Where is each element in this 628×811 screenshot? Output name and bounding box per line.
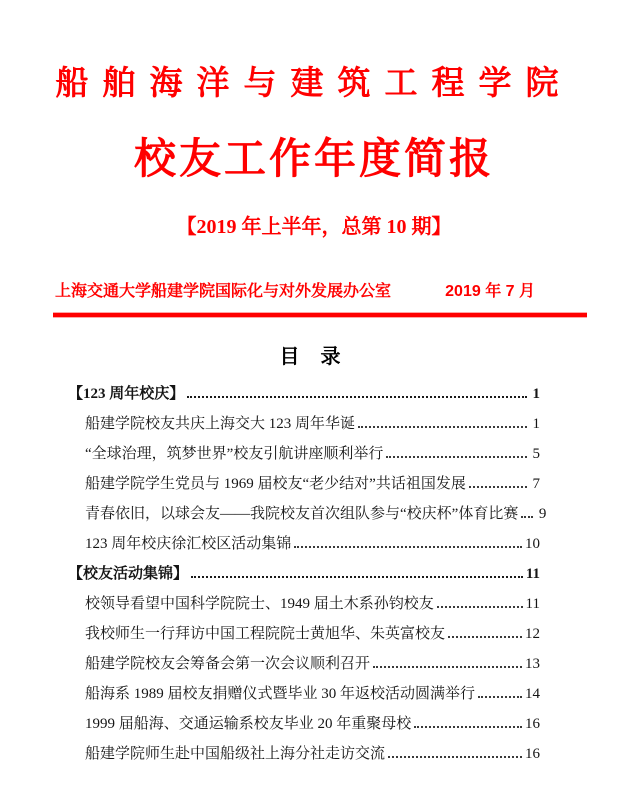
toc-dot-leader bbox=[294, 546, 522, 548]
toc-entry bbox=[68, 566, 540, 582]
toc-dot-leader bbox=[187, 396, 527, 398]
red-divider-rule bbox=[53, 313, 587, 317]
institution-title: 船舶海洋与建筑工程学院 bbox=[55, 64, 573, 101]
toc-dot-leader bbox=[388, 756, 522, 758]
publisher-row bbox=[55, 283, 535, 301]
toc-entry-title: 船建学院校友共庆上海交大 123 周年华诞 bbox=[85, 416, 356, 433]
toc-page-number: 7 bbox=[532, 476, 540, 493]
toc-page-number: 16 bbox=[525, 716, 540, 733]
toc-dot-leader bbox=[437, 606, 523, 608]
issue-info: 【2019 年上半年，总第 10 期】 bbox=[176, 215, 452, 238]
toc-page-number: 5 bbox=[532, 446, 540, 463]
toc-page-number: 11 bbox=[525, 596, 540, 613]
publish-date: 2019 年 7 月 bbox=[445, 282, 535, 300]
toc-entry-title: 校领导看望中国科学院院士、1949 届土木系孙钧校友 bbox=[85, 596, 434, 613]
toc-entry bbox=[68, 506, 547, 523]
toc-entry-title: 船建学院师生赴中国船级社上海分社走访交流 bbox=[85, 746, 386, 763]
toc-page-number: 16 bbox=[525, 746, 540, 763]
toc-dot-leader bbox=[448, 636, 522, 638]
toc-entry bbox=[68, 536, 540, 552]
toc-entry-title: “全球治理，筑梦世界”校友引航讲座顺利举行 bbox=[85, 446, 384, 463]
toc-entry bbox=[68, 656, 540, 672]
toc-dot-leader bbox=[358, 426, 527, 428]
toc-entry bbox=[68, 746, 540, 762]
toc-page-number: 13 bbox=[525, 656, 540, 673]
toc-page-number: 12 bbox=[525, 626, 540, 643]
toc-entry bbox=[68, 386, 540, 402]
toc-list bbox=[68, 386, 547, 763]
toc-dot-leader bbox=[191, 576, 523, 578]
toc-entry-title: 我校师生一行拜访中国工程院院士黄旭华、朱英富校友 bbox=[85, 626, 446, 643]
toc-dot-leader bbox=[469, 486, 527, 488]
toc-entry bbox=[68, 446, 540, 462]
toc-entry-title: 船海系 1989 届校友捐赠仪式暨毕业 30 年返校活动圆满举行 bbox=[85, 686, 476, 703]
toc-entry bbox=[68, 596, 540, 612]
toc-entry-title: 【123 周年校庆】 bbox=[68, 386, 185, 403]
toc-page-number: 1 bbox=[532, 386, 540, 403]
bulletin-title: 校友工作年度简报 bbox=[133, 136, 494, 183]
toc-entry-title: 船建学院校友会筹备会第一次会议顺利召开 bbox=[85, 656, 371, 673]
toc-entry bbox=[68, 416, 540, 432]
toc-page-number: 14 bbox=[525, 686, 540, 703]
toc-dot-leader bbox=[478, 696, 522, 698]
toc-entry bbox=[68, 716, 540, 732]
toc-dot-leader bbox=[521, 516, 533, 518]
toc-page-number: 1 bbox=[532, 416, 540, 433]
toc-entry-title: 【校友活动集锦】 bbox=[68, 566, 189, 583]
toc-page-number: 10 bbox=[525, 536, 540, 553]
toc-entry bbox=[68, 686, 540, 702]
toc-entry-title: 123 周年校庆徐汇校区活动集锦 bbox=[85, 536, 292, 553]
toc-entry-title: 船建学院学生党员与 1969 届校友“老少结对”共话祖国发展 bbox=[85, 476, 466, 493]
toc-dot-leader bbox=[414, 726, 522, 728]
toc-heading: 目 录 bbox=[279, 346, 349, 369]
toc-dot-leader bbox=[386, 456, 527, 458]
toc-dot-leader bbox=[373, 666, 522, 668]
toc-entry bbox=[68, 476, 540, 492]
toc-entry bbox=[68, 626, 540, 642]
toc-page-number: 11 bbox=[525, 566, 540, 583]
toc-entry-title: 1999 届船海、交通运输系校友毕业 20 年重聚母校 bbox=[85, 716, 412, 733]
publisher-name: 上海交通大学船建学院国际化与对外发展办公室 bbox=[55, 282, 392, 300]
toc-entry-title: 青春依旧，以球会友——我院校友首次组队参与“校庆杯”体育比赛 bbox=[85, 506, 519, 523]
toc-page-number: 9 bbox=[538, 506, 547, 523]
